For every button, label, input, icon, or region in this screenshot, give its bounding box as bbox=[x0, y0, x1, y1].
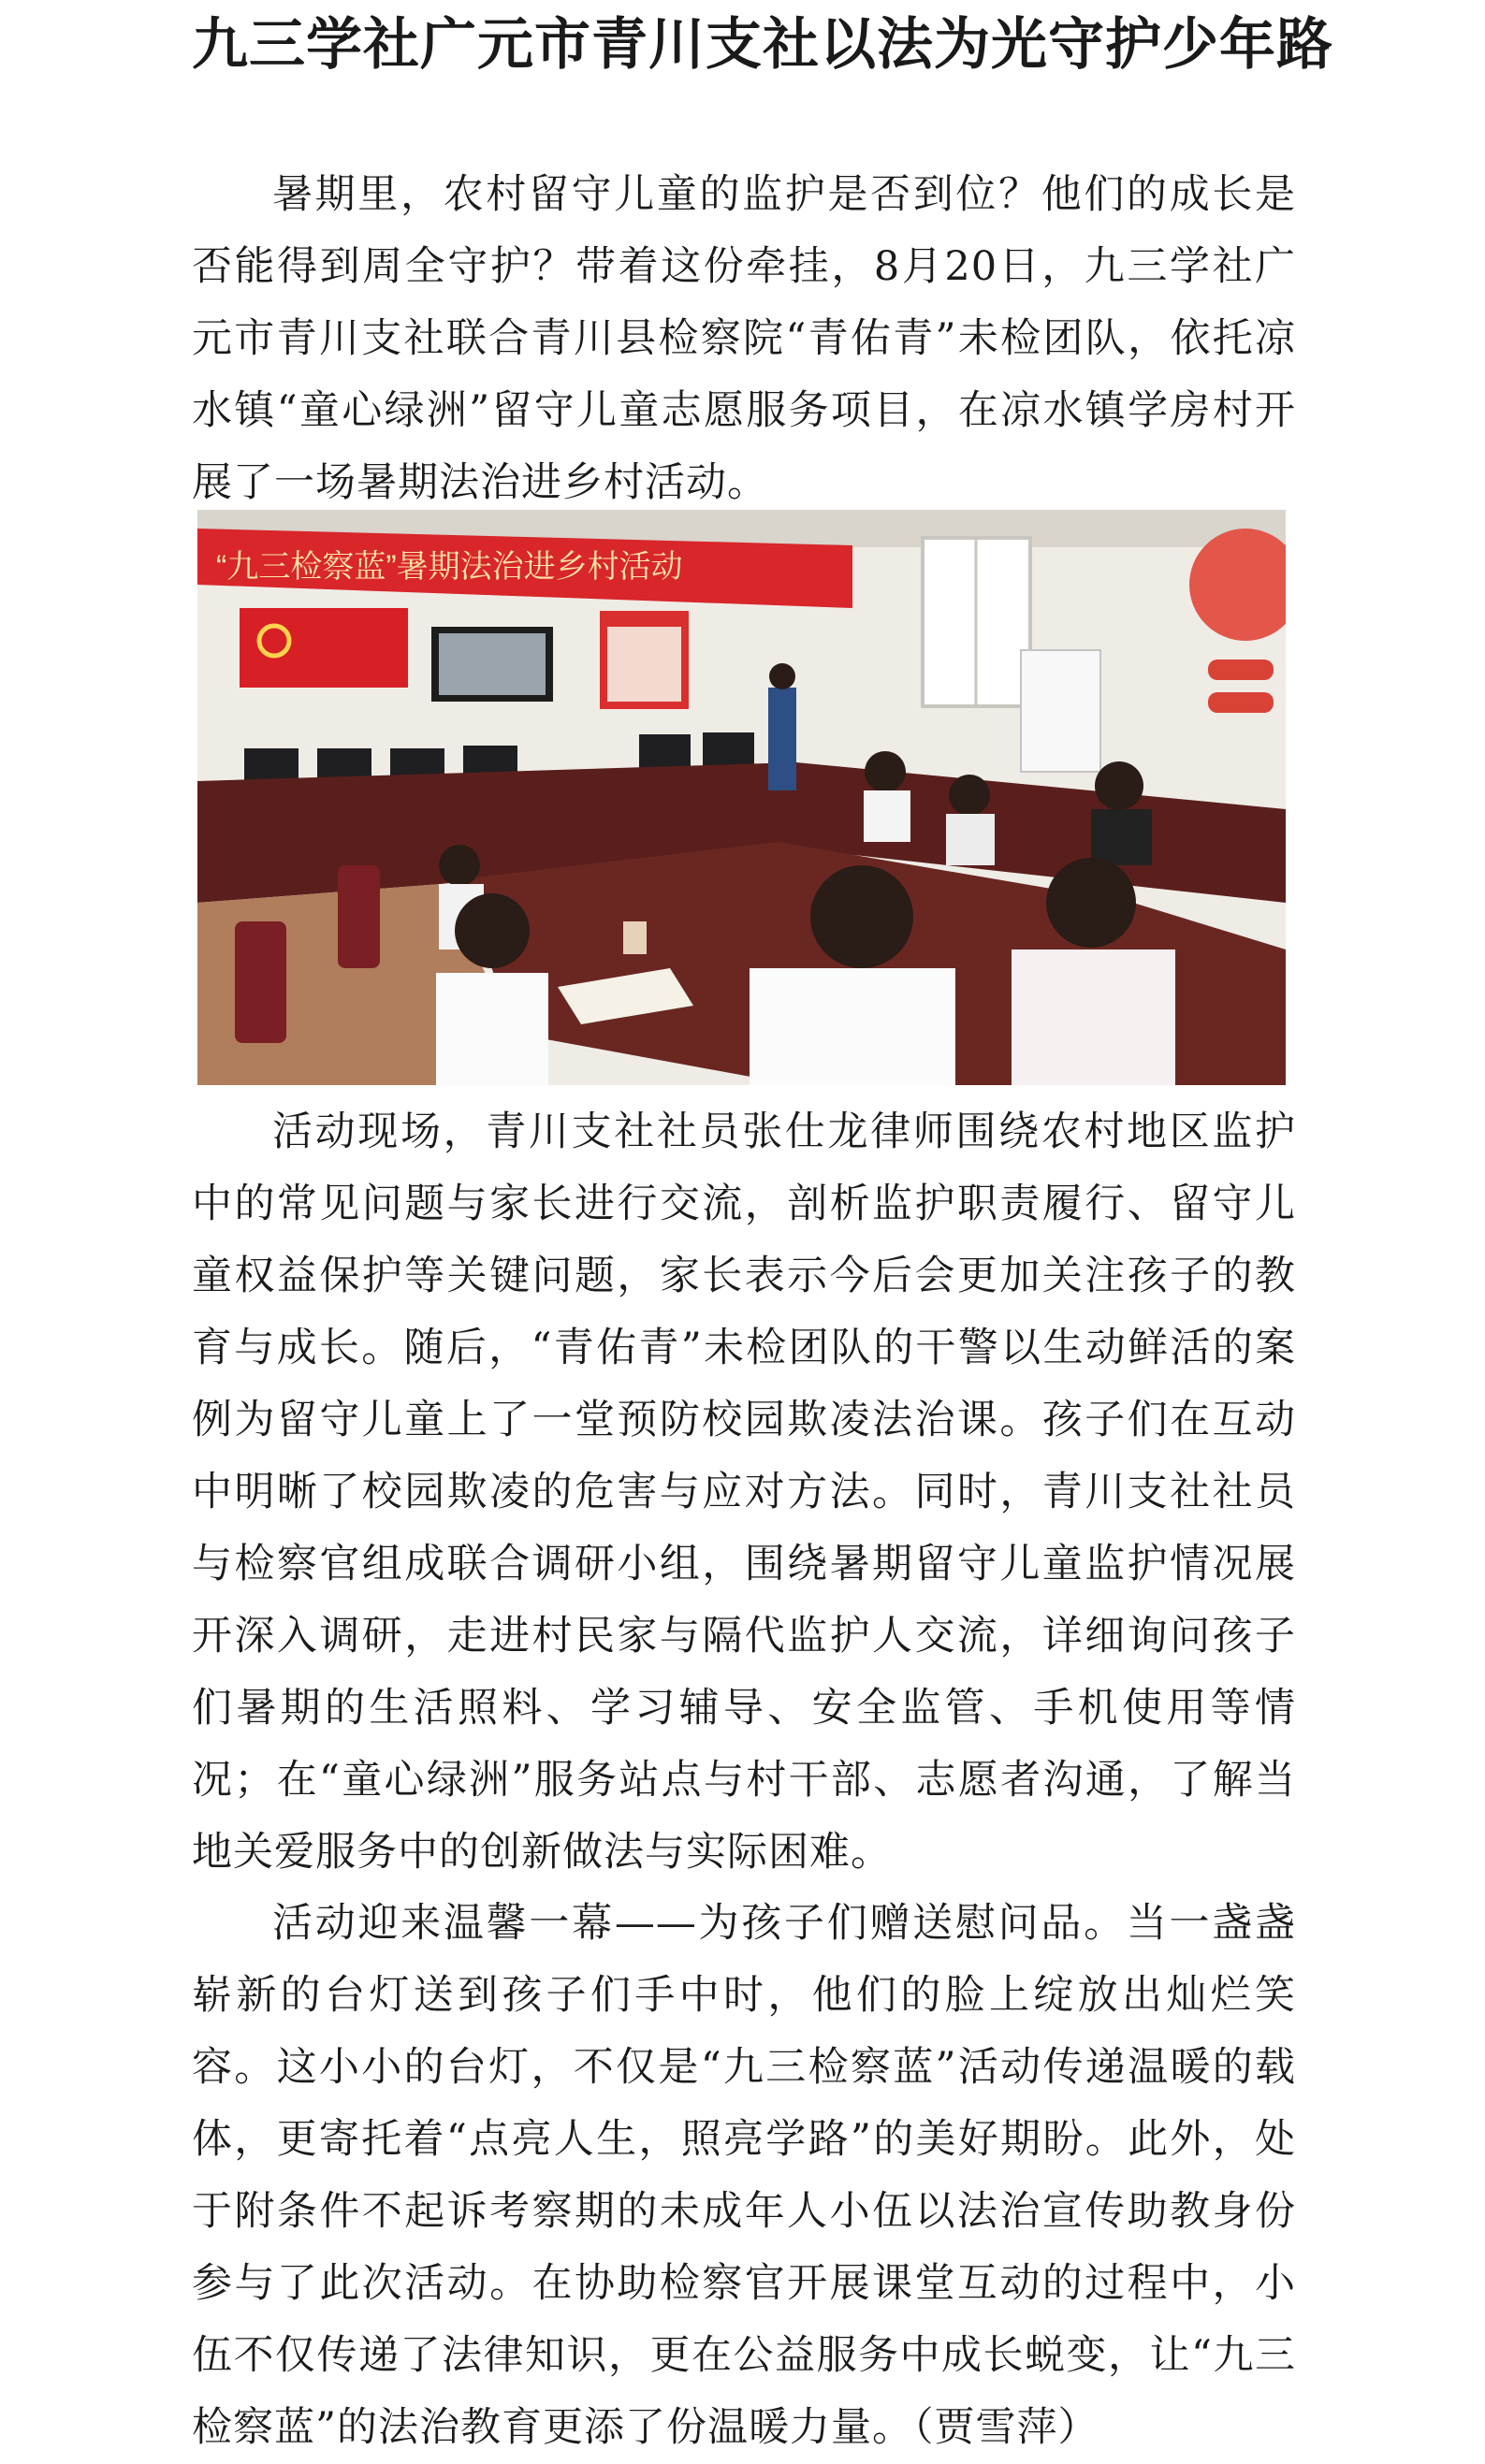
event-photo bbox=[197, 510, 1286, 1085]
wall-label-2 bbox=[1208, 692, 1274, 713]
wall-poster-text-area bbox=[607, 627, 681, 702]
wall-label-1 bbox=[1208, 659, 1274, 680]
paragraph-activity: 活动现场，青川支社社员张仕龙律师围绕农村地区监护中的常见问题与家长进行交流，剖析监护职责履行、留守儿童权益保护等关键问题，家长表示今后会更加关注孩子的教育与成长。随后，“青佑青”未检团队的干警以生动鲜活的案例为留守儿童上了一堂预防校园欺凌法治课。孩子们在互动中明晰了校园欺凌的危害与应对方法。同时，青川支社社员与检察官组成联合调研小组，围绕暑期留守儿童监护情况展开深入调研，走进村民家与隔代监护人交流，详细询问孩子们暑期的生活照料、学习辅导、安全监管、手机使用等情况；在“童心绿洲”服务站点与村干部、志愿者沟通，了解当地关爱服务中的创新做法与实际困难。 bbox=[192, 1109, 1296, 1876]
paper-cup bbox=[623, 921, 647, 954]
tv-image bbox=[439, 633, 546, 695]
paragraph-gifts: 活动迎来温馨一幕——为孩子们赠送慰问品。当一盏盏崭新的台灯送到孩子们手中时，他们的脸上绽放出灿烂笑容。这小小的台灯，不仅是“九三检察蓝”活动传递温暖的载体，更寄托着“点亮人生，照亮学路”的美好期盼。此外，处于附条件不起诉考察期的未成年人小伍以法治宣传助教身份参与了此次活动。在协助检察官开展课堂互动的过程中，小伍不仅传递了法律知识，更在公益服务中成长蜕变，让“九三检察蓝”的法治教育更添了份温暖力量。（贾雪萍） bbox=[192, 1900, 1296, 2451]
officer-uniform bbox=[768, 688, 796, 790]
classroom-photo-illustration bbox=[197, 510, 1286, 1085]
paragraph-intro: 暑期里，农村留守儿童的监护是否到位？他们的成长是否能得到周全守护？带着这份牵挂，8月20日，九三学社广元市青川支社联合青川县检察院“青佑青”未检团队，依托凉水镇“童心绿洲”留守儿童志愿服务项目，在凉水镇学房村开展了一场暑期法治进乡村活动。 bbox=[192, 171, 1296, 506]
banner-text: “九三检察蓝”暑期法治进乡村活动 bbox=[216, 549, 683, 585]
air-conditioner bbox=[1021, 650, 1100, 772]
article-title: 九三学社广元市青川支社以法为光守护少年路 bbox=[192, 12, 1333, 78]
officer-head bbox=[769, 663, 795, 689]
party-flag bbox=[240, 608, 408, 688]
